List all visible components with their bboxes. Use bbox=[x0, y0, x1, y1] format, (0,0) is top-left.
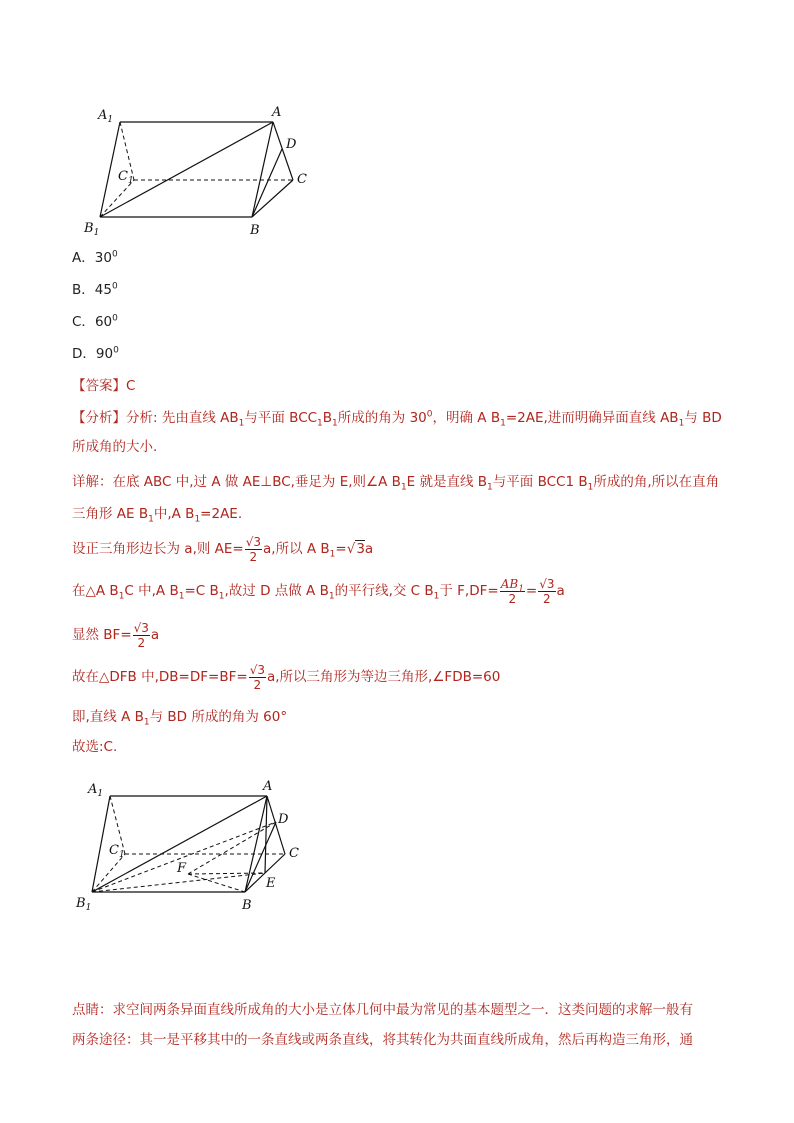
detail-line-3: 设正三角形边长为 a,则 AE= $\frac{√3}{2}$ a,所以 A $B_1=√3a$ bbox=[72, 534, 374, 564]
svg-text:B1: $B_1$ bbox=[84, 221, 100, 238]
svg-text:E: E bbox=[266, 876, 276, 891]
answer-line bbox=[72, 376, 135, 396]
svg-text:D: D bbox=[286, 137, 297, 152]
fraction-sqrt3-over-2: $\frac{√3}{2}$ bbox=[245, 534, 262, 564]
comment-line-2: 两条途径：其一是平移其中的一条直线或两条直线，将其转化为共面直线所成角，然后再构造三角形，通 bbox=[72, 1032, 693, 1048]
option-b: B．$45^0$ bbox=[72, 281, 118, 298]
answer-value: C bbox=[126, 378, 136, 394]
svg-text:A1: $A_1$ bbox=[98, 108, 114, 125]
option-d: D．$90^0$ bbox=[72, 345, 119, 362]
svg-text:C1: $C_1$ bbox=[109, 843, 125, 860]
comment-tag: 点睛： bbox=[72, 1002, 113, 1018]
svg-text:B1: $B_1$ bbox=[76, 896, 92, 913]
svg-text:C: C bbox=[289, 846, 299, 861]
detail-line-5: 显然 BF= $\frac{√3}{2}$ a bbox=[72, 620, 160, 650]
svg-text:D: D bbox=[278, 812, 289, 827]
edge-a1-b1 bbox=[100, 122, 120, 217]
svg-text:B: B bbox=[250, 223, 260, 238]
svg-text:B: B bbox=[242, 898, 252, 913]
svg-text:A1: $A_1$ bbox=[88, 782, 104, 799]
edge-b-c bbox=[252, 180, 293, 217]
svg-text:C: C bbox=[297, 172, 307, 187]
detail-line-7: 即,直线 A $B_1$与 BD 所成的角为 60° bbox=[72, 709, 288, 728]
analysis-line-2: 所成角的大小. bbox=[72, 439, 158, 455]
svg-text:F: F bbox=[177, 861, 187, 876]
svg-text:A: A bbox=[263, 779, 273, 794]
analysis-tag: 【分析】 bbox=[72, 410, 126, 426]
detail-line-1: 详解：在底 ABC 中,过 A 做 AE⊥BC,垂足为 E,则∠A $B_1E$ 就是直线 $B_1$与平面 BCC1 $B_1$所成的角,所以在直角 bbox=[72, 474, 720, 493]
detail-line-4: 在△A $B_1C$ 中,A $B_1=C$ $B_1$,故过 D 点做 A $B_1$的平行线,交 C $B_1$于 F,DF= $\frac{AB_1}{2}$ = $\frac{√3}{2}$ a bbox=[72, 576, 565, 606]
edge-b-d bbox=[252, 149, 282, 217]
edge-a-b bbox=[245, 796, 267, 892]
fraction-ab1-over-2: $\frac{AB_1}{2}$ bbox=[500, 576, 524, 606]
svg-text:A: A bbox=[272, 105, 282, 120]
prism-figure-1 bbox=[84, 100, 320, 240]
option-c: C．$60^0$ bbox=[72, 313, 118, 330]
prism-figure-2 bbox=[76, 772, 320, 917]
option-a: A．$30^0$ bbox=[72, 249, 118, 266]
comment-line-1: 点睛：求空间两条异面直线所成角的大小是立体几何中最为常见的基本题型之一．这类问题的求解一般有 bbox=[72, 1002, 693, 1018]
edge-f-d bbox=[188, 822, 276, 874]
detail-line-2: 三角形 AE $B_1$中,A $B_1=2AE$. bbox=[72, 506, 243, 525]
edge-f-b bbox=[188, 874, 245, 892]
answer-tag: 【答案】 bbox=[72, 378, 126, 394]
edge-a-b bbox=[252, 122, 273, 217]
detail-line-8: 故选:C. bbox=[72, 739, 118, 755]
edge-a1-b1 bbox=[92, 796, 110, 892]
svg-text:C1: $C_1$ bbox=[118, 169, 134, 186]
detail-line-6: 故在△DFB 中,DB=DF=BF= $\frac{√3}{2}$ a,所以三角形为等边三角形,∠FDB=60 bbox=[72, 662, 501, 692]
edge-a-e bbox=[265, 796, 267, 873]
analysis-line-1: 【分析】分析: 先由直线 $AB_1$与平面 $BCC_1B_1$所成的角为 $30^0$，明确 A $B_1=2AE$,进而明确异面直线 $AB_1$与 BD bbox=[72, 409, 722, 429]
